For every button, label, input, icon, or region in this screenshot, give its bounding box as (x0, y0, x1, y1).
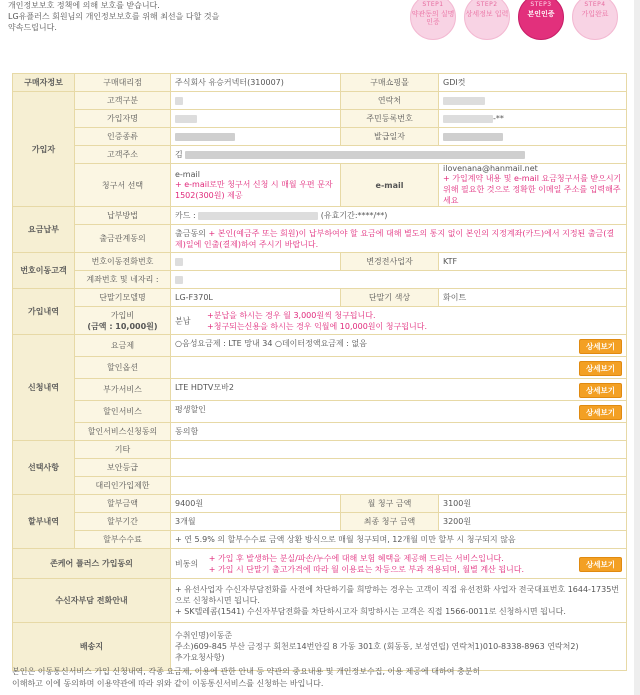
account-label: 계좌번호 및 네자리 : (75, 271, 171, 289)
intro-line: 약속드립니다. (8, 23, 57, 32)
rate-value: ○음성요금제 : LTE 망내 34 ○데이터정액요금제 : 없음 (175, 338, 368, 348)
redacted-value (443, 97, 485, 105)
customer-type-value (171, 92, 341, 110)
zonecare-section-label: 존케어 플러스 가입동의 (13, 549, 171, 579)
delivery-line: 수취인명)이동준 (175, 631, 233, 640)
block-value-cell (171, 579, 627, 623)
customer-type-label: 고객구분 (75, 92, 171, 110)
name-label: 가입자명 (75, 110, 171, 128)
rrn-value (439, 110, 627, 128)
email-address: ilovenana@hanmail.net (443, 164, 538, 173)
redacted-value (175, 115, 197, 123)
step-label: 약관동의 실명인증 (411, 10, 455, 26)
footnote-line: 본인은 이동통신서비스 가입 신청내역, 각종 요금제, 이용에 관한 안내 등 약관의 중요내용 및 개인정보수집, 이용 제공에 대하여 충분히 (12, 667, 481, 676)
agent-label: 대리인가입제한 (75, 477, 171, 495)
step-1 (410, 0, 456, 40)
id-type-label: 인증종류 (75, 128, 171, 146)
discount-label: 할인서비스 (75, 401, 171, 423)
vas-label: 부가서비스 (75, 379, 171, 401)
name-value (171, 110, 341, 128)
subscriber-section-label: 가입자 (13, 92, 75, 207)
agency-label: 구매대리점 (75, 74, 171, 92)
agent-value (171, 477, 627, 495)
step-number: STEP2 (476, 1, 498, 8)
intro-line: LG유플러스 회원님의 개인정보보호를 위해 최선을 다할 것을 (8, 12, 220, 21)
relation-value (171, 225, 627, 253)
redacted-value (443, 115, 493, 123)
monthly-value: 3100원 (439, 495, 627, 513)
step-indicator (410, 0, 630, 38)
zonecare-note: + 가입 후 발생하는 분실/파손/누수에 대해 보험 혜택을 제공해 드리는 서비스입니다. (208, 553, 504, 563)
step-number: STEP4 (584, 1, 606, 8)
block-section-label: 수신자부담 전화안내 (13, 579, 171, 623)
delivery-section-label: 배송지 (13, 623, 171, 671)
block-note: + 유선사업자 수신자부담전화를 사전에 차단하기를 희망하는 경우는 고객이 직접 유선전화 사업자 전국대표번호 1644-1735번으로 신청하시면 됩니다. (175, 585, 620, 605)
billing-label: 청구서 선택 (75, 164, 171, 207)
footnote-line: 이해하고 이에 동의하며 이용약관에 따라 위와 같이 이동통신서비스를 신청하는 바입니다. (12, 679, 324, 688)
etc-label: 기타 (75, 441, 171, 459)
total-value: 3200원 (439, 513, 627, 531)
zonecare-value: 비동의 (175, 559, 199, 568)
redacted-value (198, 212, 318, 220)
fee-value: 분납 (175, 316, 191, 325)
fee-sub: (금액 : 10,000원) (87, 321, 158, 331)
id-type-value (171, 128, 341, 146)
model-value: LG-F370L (171, 289, 341, 307)
period-label: 할부기간 (75, 513, 171, 531)
port-number-label: 번호이동전화번호 (75, 253, 171, 271)
installment-fee-label: 할부수수료 (75, 531, 171, 549)
application-section-label: 신청내역 (13, 335, 75, 441)
agreement-footnote (12, 666, 626, 690)
rrn-suffix: -** (493, 114, 504, 123)
intro-text (8, 0, 308, 33)
port-number-value (171, 253, 341, 271)
address-label: 고객주소 (75, 146, 171, 164)
security-label: 보안등급 (75, 459, 171, 477)
carrier-label: 변경전사업자 (341, 253, 439, 271)
payment-section-label: 요금납부 (13, 207, 75, 253)
etc-value (171, 441, 627, 459)
monthly-label: 월 청구 금액 (341, 495, 439, 513)
method-text: 카드 : (175, 211, 196, 220)
step-label: 상세정보 입력 (465, 10, 509, 18)
installment-fee-note: + 연 5.9% 의 할부수수료 금액 상환 방식으로 매월 청구되며, 12개월 미만 할부 시 청구되지 않음 (171, 531, 627, 549)
fee-label-cell (75, 307, 171, 335)
relation-text: 출금동의 (175, 228, 206, 238)
step-3-active (518, 0, 564, 40)
zonecare-value-cell (171, 549, 627, 579)
billing-note: + e-mail로만 청구서 신청 시 매월 우편 문자 1502(300원) 제공 (175, 179, 333, 200)
billing-value (171, 164, 341, 207)
redacted-value (185, 151, 525, 159)
carrier-value: KTF (439, 253, 627, 271)
method-value (171, 207, 627, 225)
color-value: 화이트 (439, 289, 627, 307)
zonecare-notes (209, 553, 524, 575)
agency-value: 주식회사 유승커넥터(310007) (171, 74, 341, 92)
email-label: e-mail (341, 164, 439, 207)
zonecare-note: + 가입 시 단말기 출고가격에 따라 월 이용료는 차등으로 부과 적용되며, 월별 계산 됩니다. (208, 564, 525, 574)
consent-value: 동의함 (171, 423, 627, 441)
color-label: 단말기 색상 (341, 289, 439, 307)
consent-label: 할인서비스신청동의 (75, 423, 171, 441)
mall-value: GDI컷 (439, 74, 627, 92)
contact-label: 연락처 (341, 92, 439, 110)
amount-value: 9400원 (171, 495, 341, 513)
email-value (439, 164, 627, 207)
rate-label: 요금제 (75, 335, 171, 357)
addon-detail-button[interactable]: 상세보기 (579, 361, 622, 376)
rrn-label: 주민등록번호 (341, 110, 439, 128)
fee-notes (207, 310, 427, 332)
discount-detail-button[interactable]: 상세보기 (579, 405, 622, 420)
application-summary-table (12, 73, 627, 671)
account-value (171, 271, 627, 289)
fee-note: +청구되는신용을 하시는 경우 익월에 10,000원이 청구됩니다. (207, 321, 427, 331)
installment-section-label: 할부내역 (13, 495, 75, 549)
redacted-value (175, 133, 235, 141)
step-label: 본인인증 (527, 10, 555, 18)
redacted-value (175, 97, 183, 105)
vas-value-cell (171, 379, 627, 401)
step-label: 가입완료 (581, 10, 609, 18)
discount-value-cell (171, 401, 627, 423)
period-value: 3개월 (171, 513, 341, 531)
optional-section-label: 선택사항 (13, 441, 75, 495)
method-suffix: (유효기간:****/**) (320, 211, 388, 220)
rate-detail-button[interactable]: 상세보기 (579, 339, 622, 354)
relation-note: + 본인(예금주 또는 회원)이 납부하여야 할 요금에 대해 별도의 통지 없이 본인의 지정계좌(카드)에서 지정된 출금(결제)일에 인출(결제)하여 주시기 바랍니다. (175, 228, 615, 249)
delivery-line: 추가요청사항) (175, 653, 225, 662)
address-prefix: 김 (175, 150, 183, 159)
delivery-line: 주소)609-845 부산 금정구 회천로14번안길 8 가동 301호 (회동동, 보성연립) 연락처1)010-8338-8963 연락처2) (175, 642, 579, 651)
relation-label: 출금관계동의 (75, 225, 171, 253)
contact-value (439, 92, 627, 110)
method-label: 납부방법 (75, 207, 171, 225)
addon-label: 할인옵션 (75, 357, 171, 379)
mall-label: 구매쇼핑몰 (341, 74, 439, 92)
addon-value-cell (171, 357, 627, 379)
email-note: + 가입계약 내용 및 e-mail 요금청구서를 받으시기 위해 필요한 것으로 정확한 이메일 주소를 입력해주세요 (443, 174, 622, 205)
address-value (171, 146, 627, 164)
rate-value-cell (171, 335, 627, 357)
vas-value: LTE HDTV모바2 (175, 382, 234, 392)
model-label: 단말기모델명 (75, 289, 171, 307)
issue-date-value (439, 128, 627, 146)
discount-value: 평생할인 (175, 404, 206, 414)
delivery-value-cell (171, 623, 627, 671)
step-4 (572, 0, 618, 40)
page-scrollbar[interactable] (634, 0, 640, 695)
portability-section-label: 번호이동고객 (13, 253, 75, 289)
billing-value-text: e-mail (175, 169, 200, 179)
fee-label: 가입비 (110, 310, 135, 320)
step-number: STEP3 (530, 1, 552, 8)
security-value (171, 459, 627, 477)
amount-label: 할부금액 (75, 495, 171, 513)
step-number: STEP1 (422, 1, 444, 8)
issue-date-label: 발급일자 (341, 128, 439, 146)
zonecare-detail-button[interactable]: 상세보기 (579, 557, 622, 572)
intro-line: 개인정보보호 정책에 의해 보호를 받습니다. (8, 1, 160, 10)
redacted-value (443, 133, 503, 141)
redacted-value (175, 258, 183, 266)
fee-note: +분납을 하시는 경우 월 3,000원씩 청구됩니다. (207, 310, 376, 320)
redacted-value (175, 276, 183, 284)
step-2 (464, 0, 510, 40)
plan-section-label: 가입내역 (13, 289, 75, 335)
fee-value-cell (171, 307, 627, 335)
purchase-section-label: 구매자정보 (13, 74, 75, 92)
vas-detail-button[interactable]: 상세보기 (579, 383, 622, 398)
block-note: + SK텔레콤(1541) 수신자부담전화를 차단하시고자 희망하시는 고객은 직접 1566-0011로 신청하시면 됩니다. (175, 607, 566, 616)
total-label: 최종 청구 금액 (341, 513, 439, 531)
